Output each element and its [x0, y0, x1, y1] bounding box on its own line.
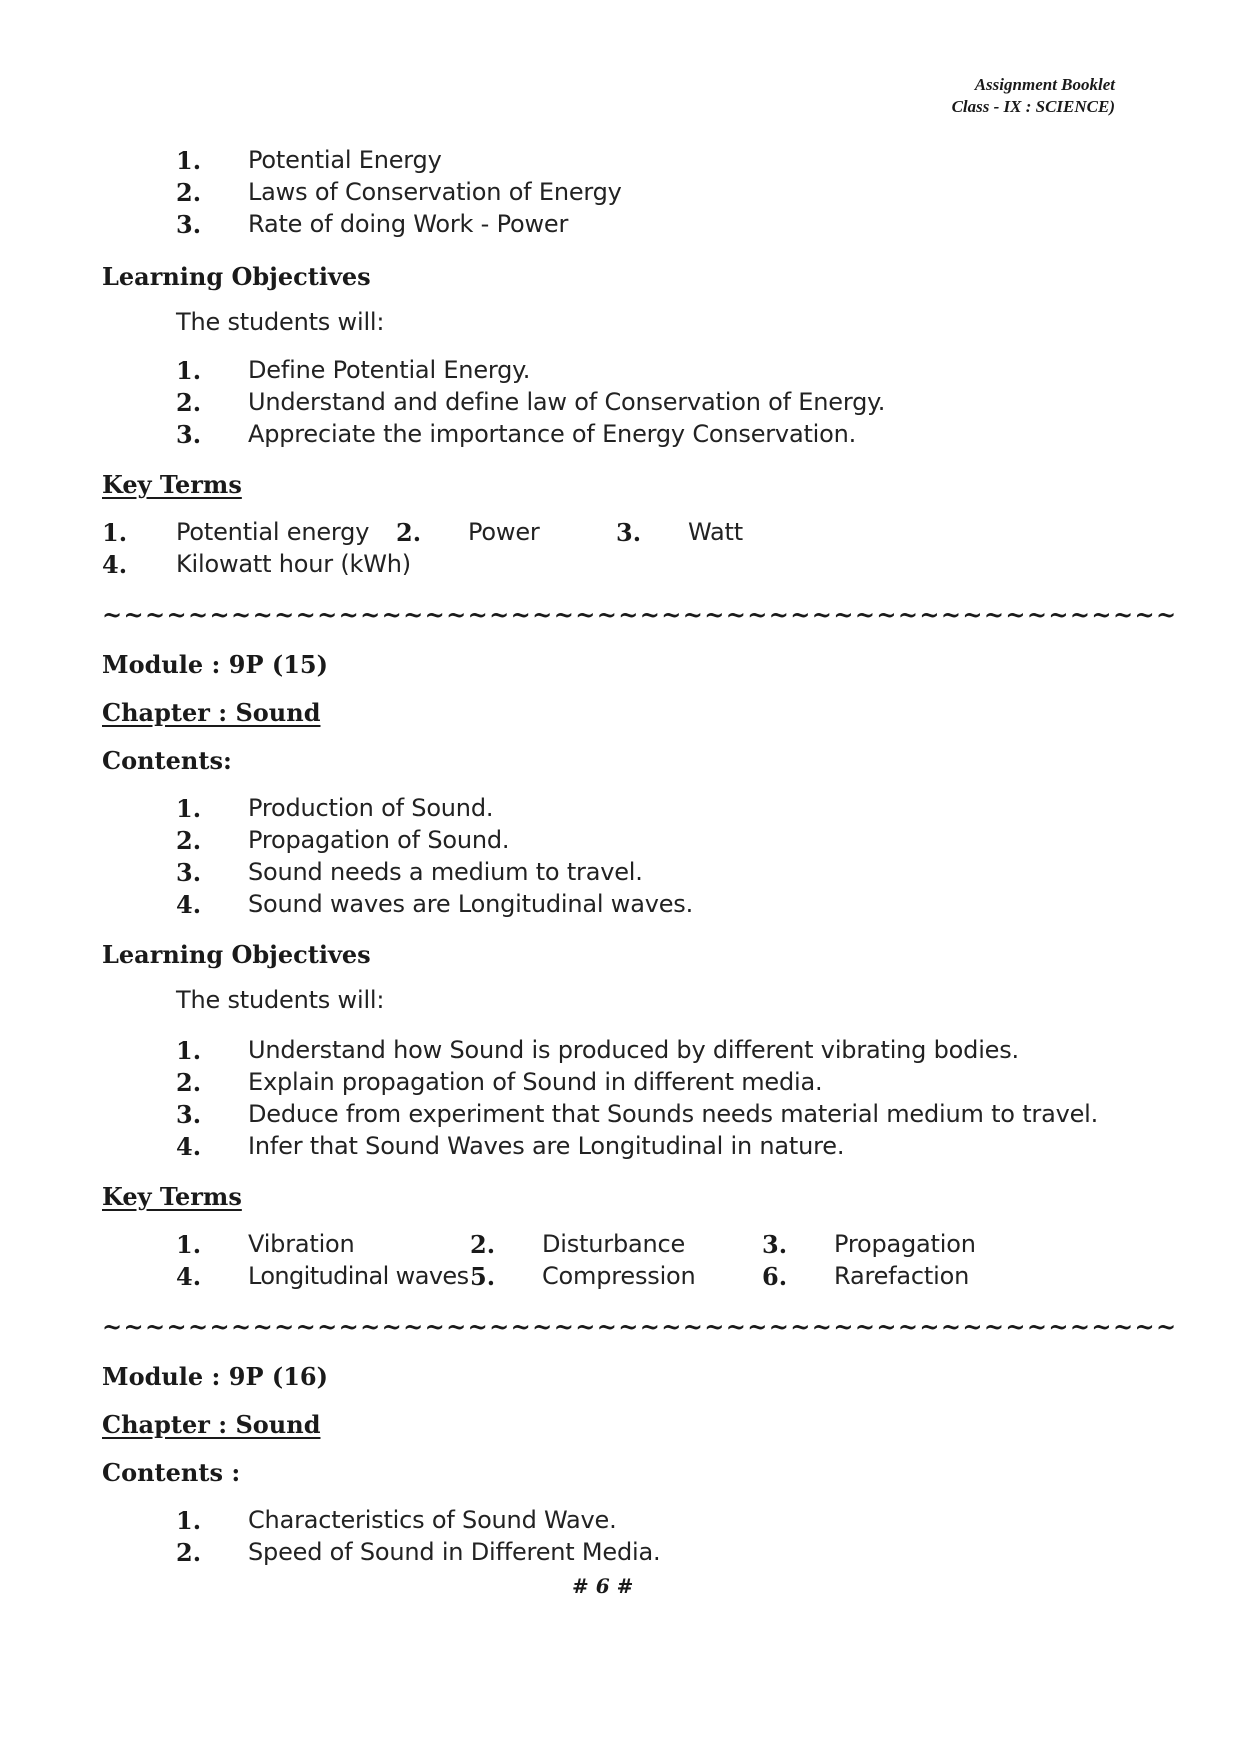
- header-title: Assignment Booklet: [974, 75, 1115, 94]
- header-class: Class - IX : SCIENCE): [951, 97, 1115, 116]
- list-item: Longitudinal waves: [248, 1262, 469, 1290]
- list-item: Explain propagation of Sound in different media.: [248, 1068, 823, 1096]
- list-number: 4.: [102, 550, 128, 579]
- list-number: 2.: [470, 1230, 496, 1259]
- list-item: Sound needs a medium to travel.: [248, 858, 643, 886]
- list-number: 3.: [762, 1230, 788, 1259]
- list-number: 2.: [176, 826, 202, 855]
- contents-heading: Contents:: [102, 746, 232, 775]
- chapter-title: Chapter : Sound: [102, 698, 321, 727]
- list-number: 2.: [176, 1068, 202, 1097]
- module-title: Module : 9P (15): [102, 650, 328, 679]
- key-terms-heading: Key Terms: [102, 1182, 242, 1211]
- list-item: Compression: [542, 1262, 696, 1290]
- list-number: 3.: [616, 518, 642, 547]
- module-title: Module : 9P (16): [102, 1362, 328, 1391]
- list-number: 1.: [176, 1230, 202, 1259]
- page-number: # 6 #: [572, 1574, 634, 1598]
- list-number: 3.: [176, 858, 202, 887]
- list-item: Production of Sound.: [248, 794, 494, 822]
- separator: ~~~~~~~~~~~~~~~~~~~~~~~~~~~~~~~~~~~~~~~~~~~~~~~~~~: [102, 600, 1178, 629]
- list-number: 1.: [176, 794, 202, 823]
- list-number: 1.: [102, 518, 128, 547]
- list-item: Characteristics of Sound Wave.: [248, 1506, 617, 1534]
- separator: ~~~~~~~~~~~~~~~~~~~~~~~~~~~~~~~~~~~~~~~~~~~~~~~~~~: [102, 1312, 1178, 1341]
- list-number: 3.: [176, 420, 202, 449]
- list-number: 2.: [176, 178, 202, 207]
- list-item: Kilowatt hour (kWh): [176, 550, 411, 578]
- list-item: Define Potential Energy.: [248, 356, 531, 384]
- chapter-title: Chapter : Sound: [102, 1410, 321, 1439]
- list-item: Appreciate the importance of Energy Conservation.: [248, 420, 857, 448]
- list-number: 5.: [470, 1262, 496, 1291]
- list-number: 3.: [176, 210, 202, 239]
- list-item: Watt: [688, 518, 743, 546]
- list-number: 2.: [176, 388, 202, 417]
- list-item: Rate of doing Work - Power: [248, 210, 569, 238]
- list-item: Laws of Conservation of Energy: [248, 178, 622, 206]
- learning-objectives-heading: Learning Objectives: [102, 940, 371, 969]
- list-item: Potential energy: [176, 518, 370, 546]
- list-item: Speed of Sound in Different Media.: [248, 1538, 661, 1566]
- list-number: 2.: [176, 1538, 202, 1567]
- list-item: Vibration: [248, 1230, 355, 1258]
- intro-text: The students will:: [176, 986, 385, 1014]
- list-item: Potential Energy: [248, 146, 442, 174]
- list-item: Power: [468, 518, 540, 546]
- list-number: 6.: [762, 1262, 788, 1291]
- list-number: 3.: [176, 1100, 202, 1129]
- list-item: Disturbance: [542, 1230, 686, 1258]
- intro-text: The students will:: [176, 308, 385, 336]
- list-number: 4.: [176, 1262, 202, 1291]
- list-number: 4.: [176, 890, 202, 919]
- list-item: Infer that Sound Waves are Longitudinal in nature.: [248, 1132, 845, 1160]
- list-item: Understand how Sound is produced by different vibrating bodies.: [248, 1036, 1019, 1064]
- list-number: 1.: [176, 1036, 202, 1065]
- learning-objectives-heading: Learning Objectives: [102, 262, 371, 291]
- list-item: Propagation of Sound.: [248, 826, 510, 854]
- list-number: 1.: [176, 356, 202, 385]
- list-item: Rarefaction: [834, 1262, 970, 1290]
- list-number: 2.: [396, 518, 422, 547]
- list-item: Propagation: [834, 1230, 976, 1258]
- list-number: 1.: [176, 1506, 202, 1535]
- key-terms-heading: Key Terms: [102, 470, 242, 499]
- list-item: Deduce from experiment that Sounds needs material medium to travel.: [248, 1100, 1099, 1128]
- list-number: 1.: [176, 146, 202, 175]
- list-item: Understand and define law of Conservation of Energy.: [248, 388, 886, 416]
- list-item: Sound waves are Longitudinal waves.: [248, 890, 694, 918]
- list-number: 4.: [176, 1132, 202, 1161]
- contents-heading: Contents :: [102, 1458, 241, 1487]
